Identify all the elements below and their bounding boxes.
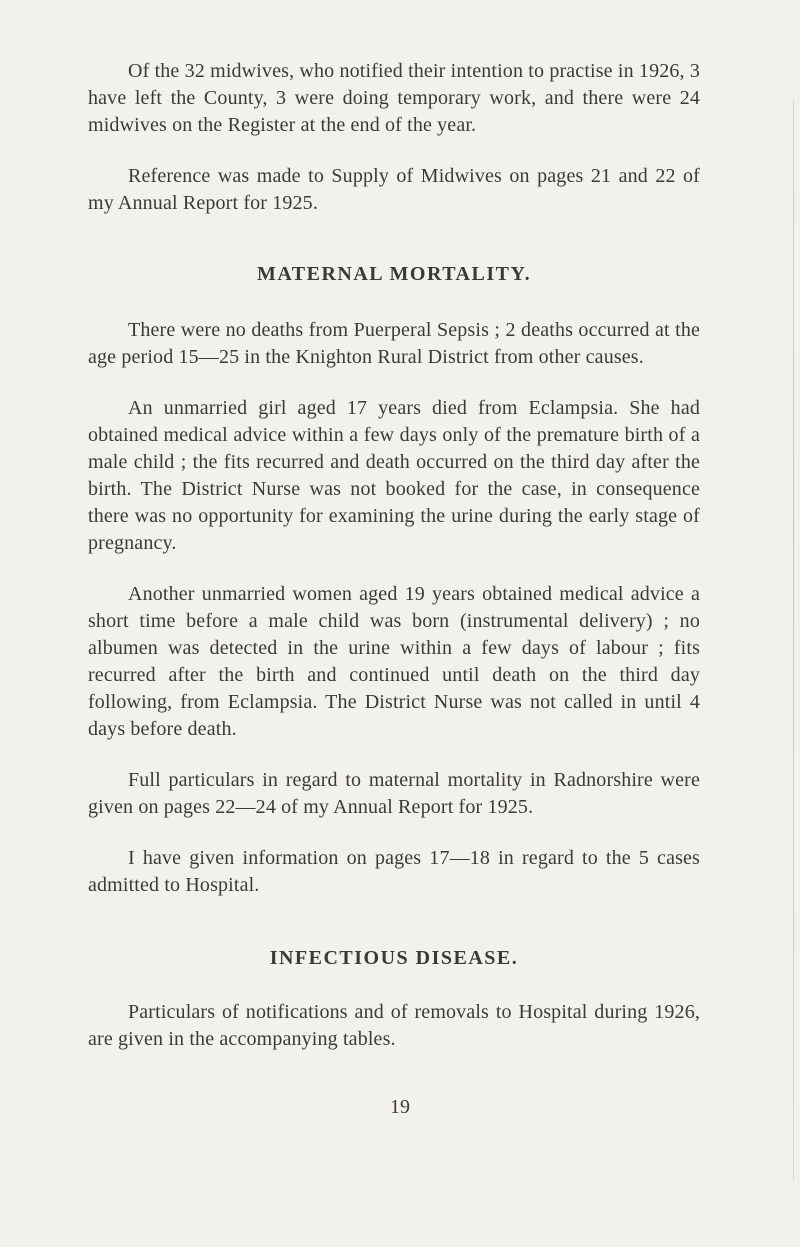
paragraph-deaths: There were no deaths from Puerperal Sepsis ; 2 deaths occurred at the age period 15—25 in the Knighton Rural District from other causes. — [88, 319, 700, 368]
heading-infectious-disease: INFECTIOUS DISEASE. — [269, 947, 519, 969]
paragraph-notifications: Particulars of notifications and of removals to Hospital during 1926, are given in the accompanying tables. — [88, 1001, 700, 1050]
paragraph-supply-reference: Reference was made to Supply of Midwives on pages 21 and 22 of my Annual Report for 1925. — [88, 165, 700, 214]
heading-maternal-mortality: MATERNAL MORTALITY. — [256, 263, 532, 285]
paragraph-case-one: An unmarried girl aged 17 years died from Eclampsia. She had obtained medical advice within a few days only of the premature birth of a male child ; the fits recurred and death occurred on the third day after the birth. The District Nurse was not booked for the case, in consequence there was no opportunity for examining the urine during the early stage of pregnancy. — [88, 397, 700, 554]
page-edge-shadow — [793, 100, 794, 1180]
paragraph-case-two: Another unmarried women aged 19 years obtained medical advice a short time before a male child was born (instrumental delivery) ; no albumen was detected in the urine within a few days of labour ; fits recurred after the birth and continued until death on the third day following, from Eclampsia. The District Nurse was not called in until 4 days before death. — [88, 583, 700, 740]
paragraph-full-particulars: Full particulars in regard to maternal mortality in Radnorshire were given on pages 22—24 of my Annual Report for 1925. — [88, 769, 700, 818]
page-number: 19 — [390, 1096, 410, 1118]
paragraph-midwives: Of the 32 midwives, who notified their intention to practise in 1926, 3 have left the County, 3 were doing temporary work, and there were 24 midwives on the Register at the end of the year. — [88, 60, 700, 136]
paragraph-hospital-cases: I have given information on pages 17—18 in regard to the 5 cases admitted to Hospital. — [88, 847, 700, 896]
